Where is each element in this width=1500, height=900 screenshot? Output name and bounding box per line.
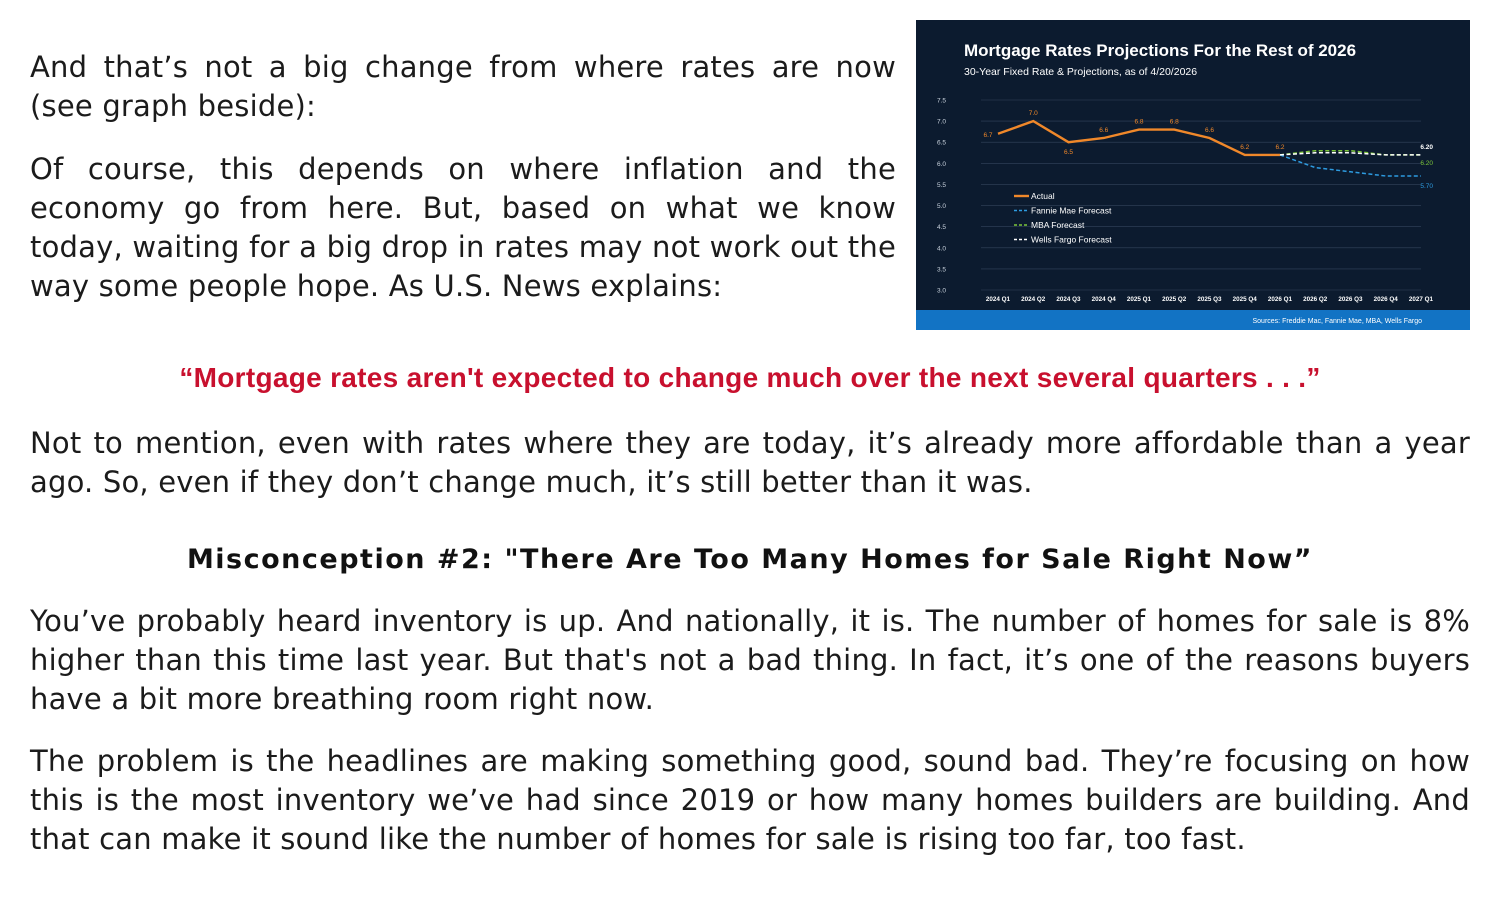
chart-xtick-label: 2024 Q3 <box>1056 296 1081 303</box>
chart-ytick-label: 5.0 <box>936 203 946 211</box>
chart-data-label: 6.8 <box>1134 118 1144 126</box>
affordability-paragraph: Not to mention, even with rates where they are today, it’s already more affordable than a year ago. So, even if they don’t change much, it’s still better than it was. <box>30 426 1470 499</box>
mortgage-rates-chart <box>916 20 1470 330</box>
chart-xtick-label: 2026 Q1 <box>1267 296 1293 303</box>
chart-legend-label: Actual <box>1031 191 1055 201</box>
chart-data-label: 6.20 <box>1420 159 1433 167</box>
chart-source-text: Sources: Freddie Mac, Fannie Mae, MBA, Wells Fargo <box>1252 318 1422 325</box>
inventory-paragraph: You’ve probably heard inventory is up. And nationally, it is. The number of homes for sale is 8% higher than this time last year. But that's not a bad thing. In fact, it’s one of the reasons buyers have a bit more breathing room right now. <box>30 604 1470 716</box>
chart-ytick-label: 7.5 <box>936 97 946 105</box>
chart-ytick-label: 6.5 <box>936 139 946 147</box>
chart-data-label: 6.2 <box>1275 143 1285 151</box>
chart-ytick-label: 5.5 <box>936 181 946 189</box>
chart-xtick-label: 2025 Q1 <box>1126 296 1152 303</box>
chart-data-label: 6.20 <box>1420 143 1433 151</box>
chart-canvas <box>916 20 1470 330</box>
chart-ytick-label: 3.0 <box>936 287 946 295</box>
chart-ytick-label: 7.0 <box>936 118 946 126</box>
chart-xtick-label: 2024 Q1 <box>985 296 1011 303</box>
chart-data-label: 6.6 <box>1204 127 1215 134</box>
chart-series-line-wells-fargo-forecast <box>1280 153 1421 155</box>
us-news-quote: “Mortgage rates aren't expected to change much over the next several quarters . . .” <box>179 362 1321 393</box>
chart-data-label: 6.2 <box>1240 143 1250 151</box>
chart-xtick-label: 2024 Q4 <box>1091 296 1116 303</box>
chart-data-label: 6.5 <box>1063 149 1074 157</box>
intro-paragraph: And that’s not a big change from where rates are now (see graph beside): <box>30 50 896 123</box>
inflation-paragraph: Of course, this depends on where inflation and the economy go from here. But, based on what we know today, waiting for a big drop in rates may not work out the way some people hope. As U.S. News explains: <box>30 152 896 303</box>
chart-xtick-label: 2026 Q2 <box>1303 296 1328 303</box>
chart-data-label: 6.7 <box>983 131 993 139</box>
chart-legend-label: Fannie Mae Forecast <box>1031 205 1112 216</box>
chart-xtick-label: 2027 Q1 <box>1408 296 1434 303</box>
chart-series-line-actual <box>998 118 1280 155</box>
chart-xtick-label: 2025 Q3 <box>1197 296 1222 303</box>
chart-ytick-label: 4.5 <box>936 224 946 232</box>
chart-data-label: 6.8 <box>1169 118 1179 126</box>
chart-subtitle: 30-Year Fixed Rate & Projections, as of 4/20/2026 <box>964 66 1198 78</box>
chart-ytick-label: 3.5 <box>936 266 946 274</box>
headlines-paragraph: The problem is the headlines are making something good, sound bad. They’re focusing on how this is the most inventory we’ve had since 2019 or how many homes builders are building. And that can make it sound like the number of homes for sale is rising too far, too fast. <box>30 744 1470 856</box>
chart-xtick-label: 2024 Q2 <box>1021 296 1046 303</box>
chart-ytick-label: 6.0 <box>936 160 946 168</box>
chart-title: Mortgage Rates Projections For the Rest of 2026 <box>964 41 1357 60</box>
chart-xtick-label: 2025 Q2 <box>1162 296 1187 303</box>
chart-data-label: 6.6 <box>1099 127 1109 134</box>
chart-data-label: 5.70 <box>1420 183 1433 190</box>
chart-xtick-label: 2026 Q3 <box>1338 296 1363 303</box>
chart-data-label: 7.0 <box>1028 110 1038 118</box>
chart-xtick-label: 2026 Q4 <box>1373 296 1398 303</box>
chart-ytick-label: 4.0 <box>936 245 946 253</box>
misconception-2-heading: Misconception #2: "There Are Too Many Homes for Sale Right Now” <box>186 544 1314 575</box>
chart-legend-label: MBA Forecast <box>1031 220 1085 230</box>
chart-series-line-fannie-mae-forecast <box>1280 155 1421 176</box>
chart-legend-label: Wells Fargo Forecast <box>1031 234 1112 245</box>
chart-xtick-label: 2025 Q4 <box>1232 296 1257 303</box>
